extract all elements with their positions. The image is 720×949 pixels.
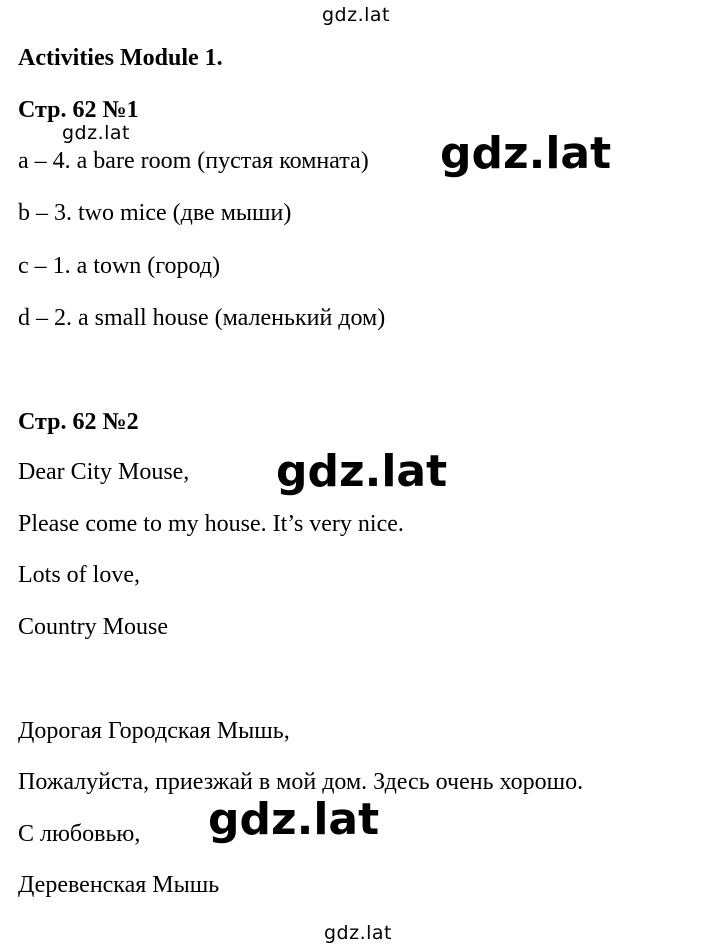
letter-russian-signature: Деревенская Мышь	[18, 872, 220, 898]
watermark-large-3: gdz.lat	[208, 794, 380, 845]
letter-russian-greeting: Дорогая Городская Мышь,	[18, 718, 290, 744]
watermark-bottom: gdz.lat	[324, 922, 393, 944]
watermark-small-under-heading: gdz.lat	[62, 122, 131, 144]
watermark-large-2: gdz.lat	[276, 446, 448, 497]
letter-english-signature: Country Mouse	[18, 614, 168, 640]
watermark-top: gdz.lat	[322, 4, 391, 26]
section1-item-b: b – 3. two mice (две мыши)	[18, 200, 292, 226]
letter-english-closing: Lots of love,	[18, 562, 140, 588]
letter-english-greeting: Dear City Mouse,	[18, 459, 190, 485]
section1-item-d: d – 2. a small house (маленький дом)	[18, 305, 386, 331]
section1-item-a: a – 4. a bare room (пустая комната)	[18, 148, 369, 174]
document-title: Activities Module 1.	[18, 45, 223, 71]
section2-heading: Стр. 62 №2	[18, 409, 139, 435]
letter-english-body: Please come to my house. It’s very nice.	[18, 511, 404, 537]
letter-russian-body: Пожалуйста, приезжай в мой дом. Здесь очень хорошо.	[18, 769, 584, 795]
watermark-large-1: gdz.lat	[440, 128, 612, 179]
letter-russian-closing: С любовью,	[18, 821, 141, 847]
section1-heading: Стр. 62 №1	[18, 97, 139, 123]
section1-item-c: c – 1. a town (город)	[18, 253, 221, 279]
